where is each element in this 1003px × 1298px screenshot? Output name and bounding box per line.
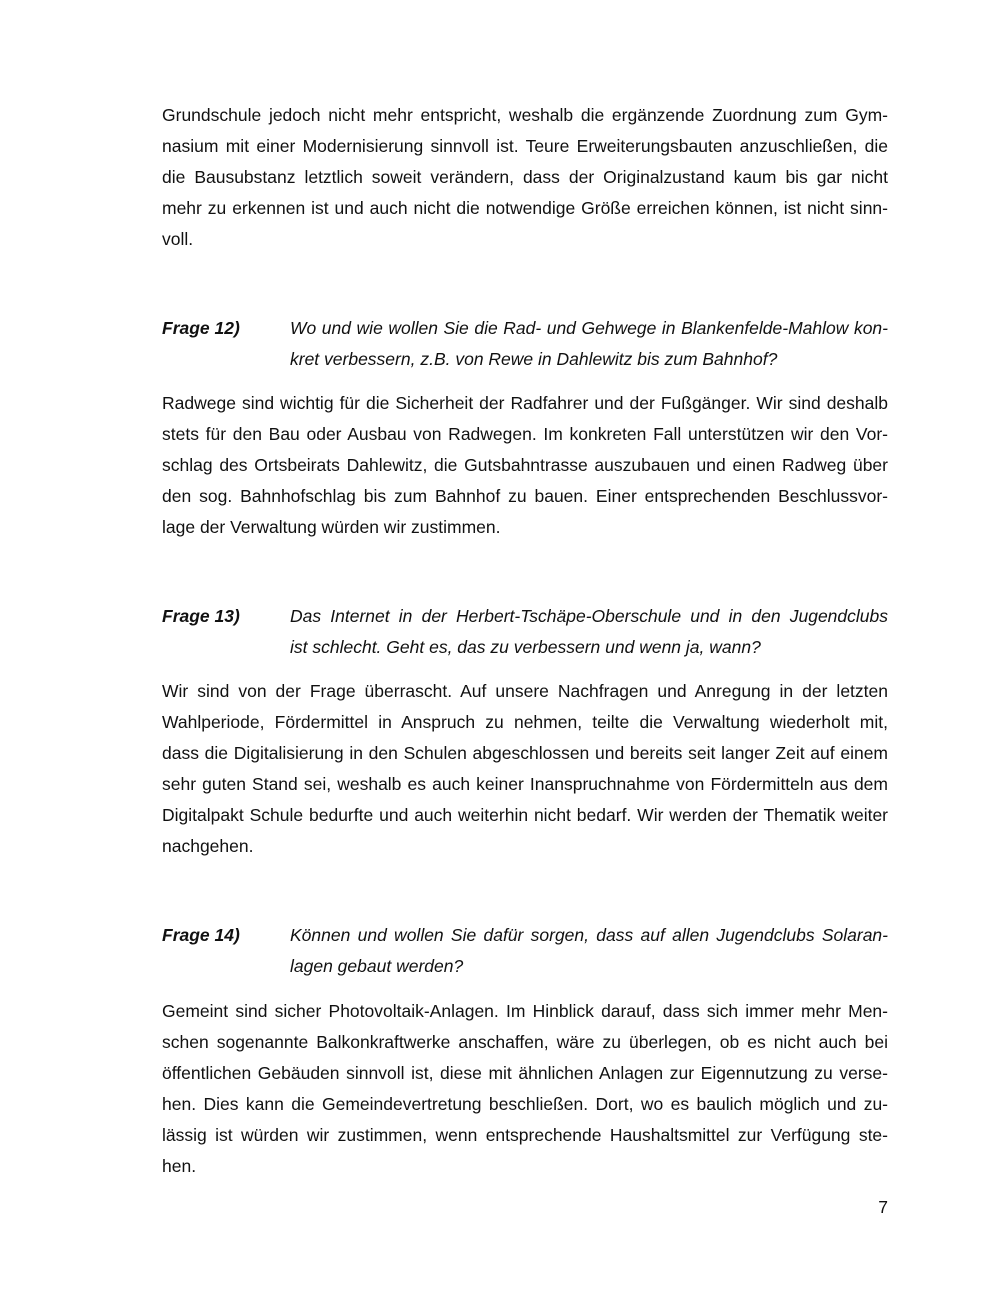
text-line: kret verbessern, z.B. von Rewe in Dahlewitz bis zum Bahnhof? — [290, 349, 778, 369]
intro-paragraph — [162, 100, 888, 255]
text-line: schen sogenannte Balkonkraftwerke anschaffen, wäre zu überlegen, ob es nicht auch bei — [162, 1032, 888, 1052]
text-line: Gemeint sind sicher Photovoltaik-Anlagen. Im Hinblick darauf, dass sich immer mehr Men- — [162, 1001, 888, 1021]
text-line: hen. — [162, 1156, 197, 1176]
text-line: hen. Dies kann die Gemeindevertretung beschließen. Dort, wo es baulich möglich und zu- — [162, 1094, 888, 1114]
text-line: Grundschule jedoch nicht mehr entspricht, weshalb die ergänzende Zuordnung zum Gym- — [162, 105, 888, 125]
text-line: Wir sind von der Frage überrascht. Auf unsere Nachfragen und Anregung in der letzten — [162, 681, 888, 701]
answer-12 — [162, 388, 888, 543]
text-line: Das Internet in der Herbert-Tschäpe-Oberschule und in den Jugendclubs — [290, 606, 888, 626]
text-line: nachgehen. — [162, 836, 254, 856]
question-label: Frage 12) — [162, 318, 240, 338]
text-line: schlag des Ortsbeirats Dahlewitz, die Gutsbahntrasse auszubauen und einen Radweg über — [162, 455, 888, 475]
page-number: 7 — [878, 1197, 888, 1217]
text-line: Wahlperiode, Fördermittel in Anspruch zu nehmen, teilte die Verwaltung wiederholt mit, — [162, 712, 888, 732]
question-text — [290, 313, 888, 375]
text-line: voll. — [162, 229, 194, 249]
text-line: nasium mit einer Modernisierung sinnvoll ist. Teure Erweiterungsbauten anzuschließen, die — [162, 136, 888, 156]
text-line: dass die Digitalisierung in den Schulen abgeschlossen und bereits seit langer Zeit auf einem — [162, 743, 888, 763]
text-line: Wo und wie wollen Sie die Rad- und Gehwege in Blankenfelde-Mahlow kon- — [290, 318, 888, 338]
text-line: Können und wollen Sie dafür sorgen, dass auf allen Jugendclubs Solaran- — [290, 925, 888, 945]
question-label: Frage 14) — [162, 925, 240, 945]
text-line: lagen gebaut werden? — [290, 956, 464, 976]
text-line: den sog. Bahnhofschlag bis zum Bahnhof zu bauen. Einer entsprechenden Beschlussvor- — [162, 486, 888, 506]
text-line: öffentlichen Gebäuden sinnvoll ist, diese mit ähnlichen Anlagen zur Eigennutzung zu verse- — [162, 1063, 888, 1083]
text-line: mehr zu erkennen ist und auch nicht die notwendige Größe erreichen können, ist nicht sinn- — [162, 198, 888, 218]
text-line: Digitalpakt Schule bedurfte und auch weiterhin nicht bedarf. Wir werden der Thematik weiter — [162, 805, 888, 825]
question-text — [290, 601, 888, 663]
question-label: Frage 13) — [162, 606, 240, 626]
question-text — [290, 920, 888, 982]
text-line: lage der Verwaltung würden wir zustimmen. — [162, 517, 501, 537]
text-line: ist schlecht. Geht es, das zu verbessern und wenn ja, wann? — [290, 637, 761, 657]
text-line: Radwege sind wichtig für die Sicherheit der Radfahrer und der Fußgänger. Wir sind deshalb — [162, 393, 888, 413]
text-line: sehr guten Stand sei, weshalb es auch keiner Inanspruchnahme von Fördermitteln aus dem — [162, 774, 888, 794]
text-line: stets für den Bau oder Ausbau von Radwegen. Im konkreten Fall unterstützen wir den Vor- — [162, 424, 888, 444]
text-line: die Bausubstanz letztlich soweit verändern, dass der Originalzustand kaum bis gar nicht — [162, 167, 888, 187]
text-line: lässig ist würden wir zustimmen, wenn entsprechende Haushaltsmittel zur Verfügung ste- — [162, 1125, 888, 1145]
answer-13 — [162, 676, 888, 862]
answer-14 — [162, 996, 888, 1182]
